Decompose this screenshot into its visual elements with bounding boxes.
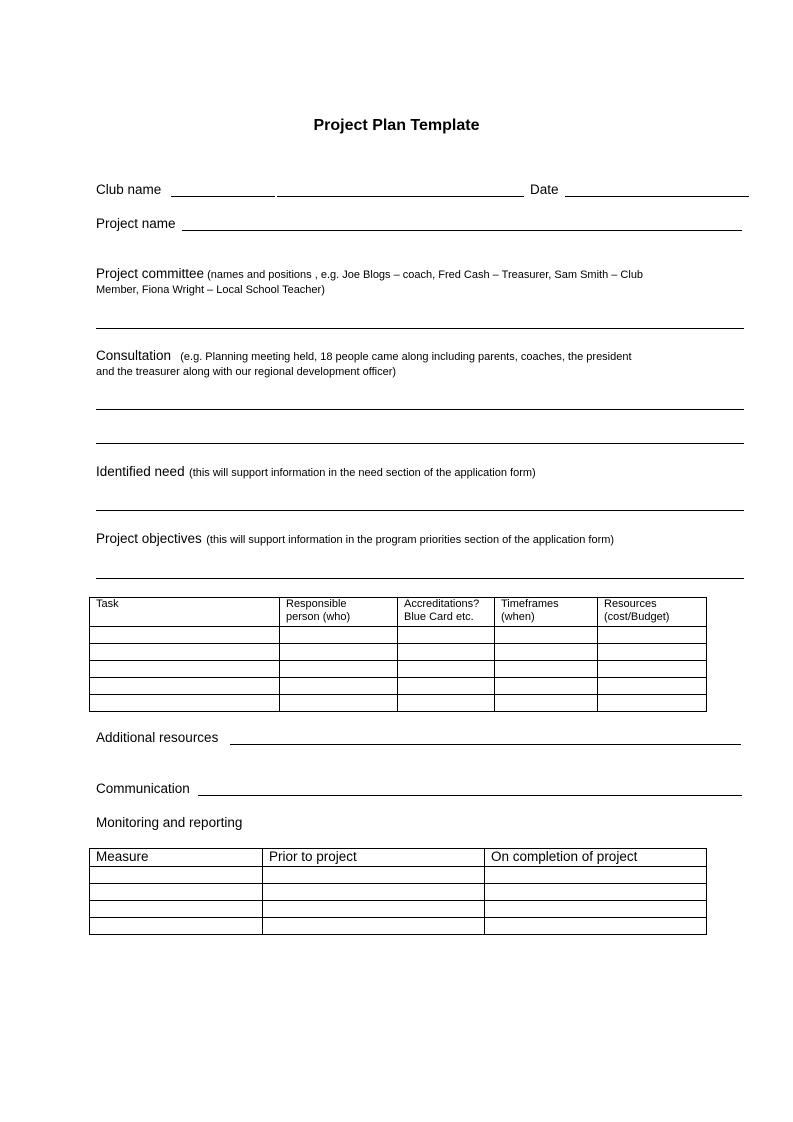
additional-resources-field[interactable] bbox=[230, 744, 741, 745]
page-title: Project Plan Template bbox=[313, 117, 480, 134]
project-committee-field[interactable] bbox=[96, 328, 744, 329]
table-cell[interactable] bbox=[90, 678, 280, 695]
table-cell[interactable] bbox=[280, 678, 398, 695]
table-cell[interactable] bbox=[263, 884, 485, 901]
table-cell[interactable] bbox=[495, 695, 598, 712]
table-cell[interactable] bbox=[485, 867, 707, 884]
accreditations-header-cell: Accreditations? Blue Card etc. bbox=[398, 598, 495, 627]
table-row bbox=[90, 661, 707, 678]
date-label: Date bbox=[530, 182, 559, 197]
table-row bbox=[90, 918, 707, 935]
table-cell[interactable] bbox=[495, 661, 598, 678]
table-row bbox=[90, 901, 707, 918]
table-cell[interactable] bbox=[398, 644, 495, 661]
club-name-field-1[interactable] bbox=[171, 196, 275, 197]
table-cell[interactable] bbox=[495, 627, 598, 644]
table-cell[interactable] bbox=[280, 644, 398, 661]
table-cell[interactable] bbox=[90, 644, 280, 661]
table-cell[interactable] bbox=[280, 695, 398, 712]
table-cell[interactable] bbox=[263, 918, 485, 935]
task-table-header-row bbox=[90, 598, 707, 627]
consultation-hint-2: and the treasurer along with our regional development officer) bbox=[96, 366, 397, 378]
table-cell[interactable] bbox=[280, 661, 398, 678]
consultation-field-2[interactable] bbox=[96, 443, 744, 444]
measure-header-cell: Measure bbox=[90, 849, 263, 867]
table-cell[interactable] bbox=[90, 918, 263, 935]
table-cell[interactable] bbox=[598, 644, 707, 661]
consultation-field-1[interactable] bbox=[96, 409, 744, 410]
table-cell[interactable] bbox=[485, 918, 707, 935]
table-cell[interactable] bbox=[598, 661, 707, 678]
table-cell[interactable] bbox=[495, 678, 598, 695]
table-cell[interactable] bbox=[263, 867, 485, 884]
communication-field[interactable] bbox=[198, 795, 742, 796]
consultation-block bbox=[96, 348, 716, 380]
table-row bbox=[90, 867, 707, 884]
table-cell[interactable] bbox=[398, 695, 495, 712]
table-cell[interactable] bbox=[90, 867, 263, 884]
date-field[interactable] bbox=[565, 196, 749, 197]
project-objectives-hint: (this will support information in the program priorities section of the application form) bbox=[206, 534, 615, 546]
communication-label: Communication bbox=[96, 781, 190, 796]
measure-table-header-row bbox=[90, 849, 707, 867]
additional-resources-label: Additional resources bbox=[96, 730, 219, 745]
task-header-cell: Task bbox=[90, 598, 280, 627]
table-cell[interactable] bbox=[280, 627, 398, 644]
timeframes-header-cell: Timeframes (when) bbox=[495, 598, 598, 627]
consultation-label: Consultation bbox=[96, 348, 172, 363]
table-cell[interactable] bbox=[90, 695, 280, 712]
identified-need-field[interactable] bbox=[96, 510, 744, 511]
table-cell[interactable] bbox=[398, 678, 495, 695]
task-table bbox=[89, 597, 707, 712]
table-cell[interactable] bbox=[598, 678, 707, 695]
measure-table bbox=[89, 848, 707, 935]
table-cell[interactable] bbox=[598, 627, 707, 644]
project-objectives-label: Project objectives bbox=[96, 531, 202, 546]
table-cell[interactable] bbox=[90, 661, 280, 678]
table-row bbox=[90, 695, 707, 712]
identified-need-block bbox=[96, 463, 736, 481]
table-cell[interactable] bbox=[90, 884, 263, 901]
prior-header-cell: Prior to project bbox=[263, 849, 485, 867]
table-cell[interactable] bbox=[90, 627, 280, 644]
identified-need-hint: (this will support information in the need section of the application form) bbox=[189, 467, 536, 479]
project-committee-block bbox=[96, 266, 716, 298]
club-name-field-2[interactable] bbox=[277, 196, 524, 197]
table-cell[interactable] bbox=[398, 661, 495, 678]
table-cell[interactable] bbox=[485, 901, 707, 918]
identified-need-label: Identified need bbox=[96, 464, 185, 479]
table-cell[interactable] bbox=[495, 644, 598, 661]
table-row bbox=[90, 678, 707, 695]
project-committee-hint-1: (names and positions , e.g. Joe Blogs – coach, Fred Cash – Treasurer, Sam Smith – Club bbox=[207, 269, 644, 281]
table-cell[interactable] bbox=[485, 884, 707, 901]
project-committee-label: Project committee bbox=[96, 266, 205, 281]
table-row bbox=[90, 644, 707, 661]
table-row bbox=[90, 627, 707, 644]
project-objectives-field[interactable] bbox=[96, 578, 744, 579]
project-objectives-block bbox=[96, 530, 736, 548]
project-name-label: Project name bbox=[96, 216, 176, 231]
table-row bbox=[90, 884, 707, 901]
table-cell[interactable] bbox=[598, 695, 707, 712]
club-name-label: Club name bbox=[96, 182, 162, 197]
table-cell[interactable] bbox=[398, 627, 495, 644]
completion-header-cell: On completion of project bbox=[485, 849, 707, 867]
table-cell[interactable] bbox=[263, 901, 485, 918]
responsible-header-cell: Responsible person (who) bbox=[280, 598, 398, 627]
project-committee-hint-2: Member, Fiona Wright – Local School Teacher) bbox=[96, 284, 325, 296]
table-cell[interactable] bbox=[90, 901, 263, 918]
monitoring-label: Monitoring and reporting bbox=[96, 815, 243, 830]
resources-header-cell: Resources (cost/Budget) bbox=[598, 598, 707, 627]
consultation-hint-1: (e.g. Planning meeting held, 18 people came along including parents, coaches, the president bbox=[180, 351, 632, 363]
project-name-field[interactable] bbox=[182, 230, 742, 231]
